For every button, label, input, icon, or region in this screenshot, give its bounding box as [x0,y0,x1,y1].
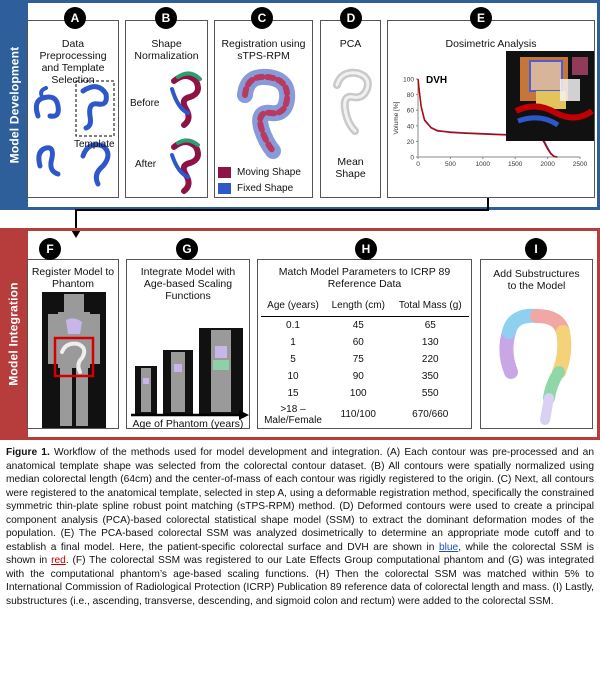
header-length: Length (cm) [325,294,392,317]
cell-mass: 550 [421,387,439,399]
panel-i-title: Add Substructures to the Model [493,268,580,292]
panel-d-mean-label: Mean Shape [335,156,366,180]
panel-i-substructures [493,302,583,426]
panel-i [480,259,593,429]
badge-e: E [470,7,492,29]
caption-blue-word: blue [438,541,459,553]
cell-length: 60 [352,336,364,348]
y-tick-label: 0 [410,154,414,162]
panel-c-title: Registration using sTPS-RPM [221,38,306,62]
cell-age: 10 [287,370,299,382]
moving-swatch [218,167,231,178]
panel-f [27,259,119,429]
caption-label: Figure 1. [6,447,50,458]
panel-f-title: Register Model to Phantom [31,266,115,290]
table-row [261,317,469,334]
icrp-reference-table [261,294,469,428]
y-axis-label: Volume [%] [393,101,400,135]
panel-b [125,20,208,198]
panel-b-shapes [166,69,208,197]
x-tick-label: 2000 [540,161,555,168]
x-tick-label: 1500 [507,161,523,168]
header-age: Age (years) [261,294,325,317]
panel-e [387,20,595,198]
table-row [261,368,469,385]
panel-d-mean-shape [327,65,377,140]
x-tick-label: 500 [444,161,456,168]
x-tick-label: 2500 [572,161,588,168]
cell-mass: 670/660 [412,409,449,420]
figure-caption [6,446,594,608]
x-tick-label: 0 [416,161,420,168]
panel-g-title: Integrate Model with Age-based Scaling Functions [140,266,236,302]
badge-i: I [525,238,547,260]
badge-h: H [355,238,377,260]
model-development-label: Model Development [0,0,28,210]
chart-title: DVH [426,75,448,86]
caption-part3: . (F) The colorectal SSM was registered to our Late Effects Group computational phantom and (G) was integrated with the computational phantom’s age-based scaling functions. (H) Then the colorectal SSM was matched within 5% to International Commission of Radiological Protection (ICRP) Publication 89 reference data of colorectal length and mass. (I) Lastly, substructures (i.e., ascending, transverse, descending, and sigmoid colon and rectum) were added to the colorectal SSM. [6,555,594,607]
model-integration-label: Model Integration [0,228,28,440]
table-header-row [261,294,469,317]
panel-c-registration-shape [227,65,303,160]
caption-part1: Workflow of the methods used for model development and integration. (A) Each contour was pre-processed and an anatomical template shape was selected from the colorectal contour dataset. (B) All contours were spatially normalized using median colorectal length (64cm) and the center-of-mass of each contour was rigidly registered to the origin. (C) Next, all contours were registered to the anatomical template, selected in step A, using a deformable registration method, specifically the constrained symmetric thin-plate spline robust point matching (sTPS-RPM) method. (D) Deformed contours were used to create a principal component analysis (PCA)-based colorectal statistical shape model (SSM) to extract the dominant deformation modes of the population. (E) The PCA-based colorectal SSM was analyzed dosimetrically to determine an appropriate mode cutoff and to establish a final model. Here, the patient-specific colorectal surface and DVH are shown in [6,447,594,553]
caption-part2: , while the colorectal SSM is shown in [6,541,594,566]
y-tick-label: 40 [406,123,414,131]
fixed-shape-label: Fixed Shape [237,183,294,194]
y-tick-label: 60 [406,107,414,115]
header-mass: Total Mass (g) [392,294,469,317]
y-tick-label: 20 [406,138,414,146]
panel-a-template-label: Template [74,139,115,150]
cell-age: 1 [290,336,296,348]
table-row [261,402,469,428]
cell-age: 15 [287,387,299,399]
table-row [261,351,469,368]
panel-c-legend-moving [218,167,301,178]
badge-f: F [39,238,61,260]
panel-h-title: Match Model Parameters to ICRP 89 Reference Data [278,266,451,290]
panel-d-title: PCA [339,38,362,50]
cell-length: 110/100 [340,409,376,420]
cell-age: 5 [290,353,296,365]
y-tick-label: 100 [403,76,414,84]
caption-red-word: red [51,555,66,566]
panel-a [27,20,119,198]
cell-age: 0.1 [286,319,300,331]
x-tick-label: 1000 [475,161,491,168]
panel-h [257,259,472,429]
badge-c: C [251,7,273,29]
panel-d [320,20,381,198]
moving-shape-label: Moving Shape [237,167,301,178]
badge-d: D [340,7,362,29]
panel-g-phantoms [129,308,249,414]
cell-length: 75 [352,353,364,365]
panel-a-title: Data Preprocessing and Template Selection [39,38,107,86]
cell-mass: 220 [421,353,439,365]
panel-g [126,259,250,429]
badge-g: G [176,238,198,260]
table-row [261,385,469,402]
cell-age: >18 – Male/Female [264,403,322,426]
panel-e-dose-image [506,51,594,141]
cell-mass: 130 [421,336,439,348]
cell-length: 45 [352,319,364,331]
panel-g-axis-label: Age of Phantom (years) [132,418,244,430]
y-tick-label: 80 [406,92,414,100]
panel-a-colon-shapes [28,76,120,196]
panel-e-title: Dosimetric Analysis [445,38,537,50]
panel-f-phantom [42,292,106,428]
panel-c [214,20,313,198]
cell-mass: 350 [421,370,439,382]
cell-mass: 65 [424,319,436,331]
panel-b-after-label: After [135,159,157,170]
panel-b-before-label: Before [130,98,160,109]
badge-b: B [155,7,177,29]
badge-a: A [64,7,86,29]
cell-length: 100 [349,387,367,399]
table-row [261,334,469,351]
panel-b-title: Shape Normalization [134,38,199,62]
cell-length: 90 [352,370,364,382]
